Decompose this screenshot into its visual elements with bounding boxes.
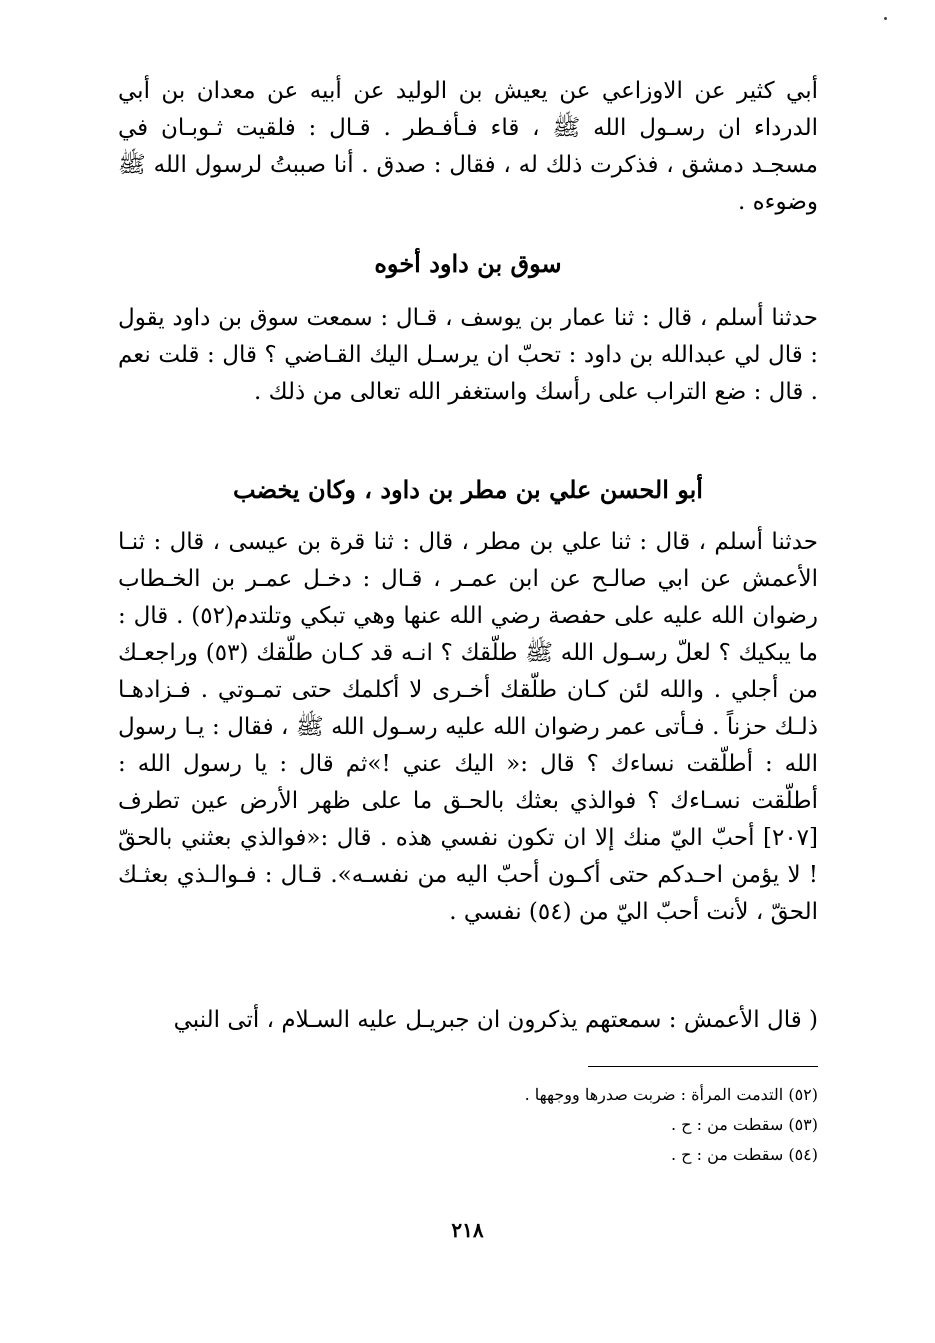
footnote-54: (٥٤) سقطت من : ح . xyxy=(671,1145,818,1164)
section-heading-suq-ibn-dawud: سوق بن داود أخوه xyxy=(374,249,562,278)
paragraph-text: حدثنا أسلم ، قال : ثنا عمار بن يوسف ، قـال : سمعت سوق بن داود يقول : قال لي عبدالله بن داود : تحبّ ان يرسـل اليك القـاضي ؟ قال : قلت نعم . قال : ضع التراب على رأسك واستغفر الله تعالى من ذلك . xyxy=(118,305,818,405)
paragraph-text: أبي كثير عن الاوزاعي عن يعيش بن الوليد عن أبيه عن معدان بن أبي الدرداء ان رسـول الله ﷺ ، قاء فـأفـطر . قـال : فلقيت ثـوبـان في مسجـد دمشق ، فذكرت ذلك له ، فقال : صدق . أنا صببتُ لرسول الله ﷺ وضوءه . xyxy=(118,78,818,215)
paragraph-suq-ibn-dawud xyxy=(118,300,818,411)
paragraph-text: حدثنا أسلم ، قال : ثنا علي بن مطر ، قال : ثنا قرة بن عيسى ، قال : ثنـا الأعمش عن ابي صالـح عن ابن عمـر ، قـال : دخـل عمـر بن الخـطاب رضوان الله عليه على حفصة رضي الله عنها وهي تبكي وتلتدم(٥٢) . قال : ما يبكيك ؟ لعلّ رسـول الله ﷺ طلّقك ؟ انـه قد كـان طلّقك (٥٣) وراجعـك من أجلي . والله لئن كـان طلّقك أخـرى لا أكلمك حتى تمـوتي . فـزادهـا ذلـك حزناً . فـأتى عمر رضوان الله عليه رسـول الله ﷺ ، فقال : يـا رسول الله : أطلّقت نساءك ؟ قال :« اليك عني !»ثم قال : يا رسول الله : أطلّقت نسـاءك ؟ فوالذي بعثك بالحـق ما على ظهر الأرض عين تطرف [٢٠٧] أحبّ اليّ منك إلا ان تكون نفسي هذه . قال :«فوالذي بعثني بالحقّ ! لا يؤمن احـدكم حتى أكـون أحبّ اليه من نفسـه». قـال : فـوالـذي بعثـك الحقّ ، لأنت أحبّ اليّ من (٥٤) نفسي . xyxy=(118,529,819,925)
scan-speck xyxy=(884,17,887,20)
paragraph-abu-al-hasan xyxy=(118,524,818,931)
section-heading-abu-al-hasan: أبو الحسن علي بن مطر بن داود ، وكان يخضب xyxy=(233,475,703,504)
footnote-53: (٥٣) سقطت من : ح . xyxy=(671,1115,818,1134)
page-number: ٢١٨ xyxy=(451,1218,484,1242)
footnote-separator xyxy=(588,1066,818,1067)
paragraph-text: ( قال الأعمش : سمعتهم يذكرون ان جبريـل عليه السـلام ، أتى النبي xyxy=(173,1007,818,1033)
paragraph-continuation-line xyxy=(118,1002,818,1039)
footnote-52: (٥٢) التدمت المرأة : ضربت صدرها ووجهها . xyxy=(524,1085,818,1104)
paragraph-hadith-continuation xyxy=(118,73,818,221)
footnotes xyxy=(300,1080,818,1170)
